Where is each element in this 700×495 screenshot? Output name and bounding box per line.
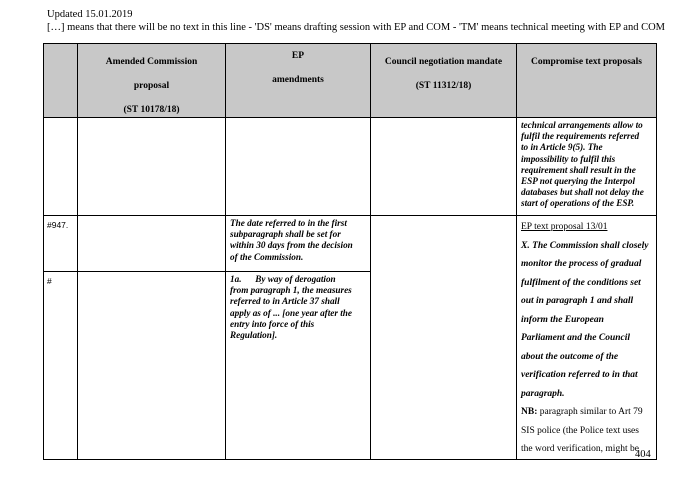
- text-line: paragraph similar to Art 79: [537, 407, 643, 417]
- text-line: fulfilment of the conditions set: [521, 277, 641, 288]
- text-line: The date referred to in the first: [230, 218, 347, 228]
- text-line: 1a. By way of derogation: [230, 274, 336, 285]
- ep-cell: [226, 216, 371, 272]
- council-cell: [371, 216, 517, 460]
- text-line: impossibility to fulfil this: [521, 153, 616, 164]
- text-line: entry into force of this: [230, 318, 315, 329]
- text-line: from paragraph 1, the measures: [230, 285, 352, 296]
- ep-amendment-text: [226, 216, 370, 263]
- row-number: #: [47, 276, 52, 287]
- commission-header-line: proposal: [133, 81, 170, 91]
- compromise-cell: [517, 216, 657, 460]
- commission-cell: [78, 272, 226, 459]
- text-line: Parliament and the Council: [521, 333, 631, 343]
- text-line: databases but shall not delay the: [521, 187, 644, 198]
- compromise-continuation: [517, 118, 656, 210]
- nb-label: NB:: [521, 407, 538, 417]
- number-cell: [44, 118, 78, 216]
- text-line: about the outcome of the: [521, 351, 619, 362]
- compromise-proposal: [517, 216, 656, 459]
- header-cell-council: [371, 44, 517, 118]
- nb-line: [521, 403, 652, 422]
- council-header-line: Council negotiation mandate: [384, 57, 503, 67]
- text-line: apply as of ... [one year after the: [230, 307, 352, 318]
- comparison-table: [43, 43, 657, 460]
- compromise-cell: [517, 118, 657, 216]
- commission-header-line: Amended Commission: [105, 57, 198, 67]
- text-line: the word verification, might be: [521, 444, 639, 454]
- council-header-line: (ST 11312/18): [415, 81, 472, 91]
- header-cell-number: [44, 44, 78, 118]
- header-cell-compromise: [517, 44, 657, 118]
- text-line: technical arrangements allow to: [521, 120, 643, 130]
- ep-header-line: amendments: [272, 75, 324, 85]
- table-row: [44, 216, 657, 272]
- text-line: within 30 days from the decision: [230, 240, 353, 251]
- commission-header-line: (ST 10178/18): [123, 105, 180, 115]
- text-line: out in paragraph 1 and shall: [521, 296, 634, 306]
- commission-cell: [78, 216, 226, 272]
- text-line: monitor the process of gradual: [521, 259, 642, 269]
- row-number-cell: [44, 216, 78, 272]
- compromise-header: Compromise text proposals: [530, 57, 642, 67]
- header-cell-commission: [78, 44, 226, 118]
- text-line: start of operations of the ESP.: [521, 198, 635, 209]
- text-line: referred to in Article 37 shall: [230, 296, 340, 307]
- ep-cell: [226, 118, 371, 216]
- table-header-row: [44, 44, 657, 118]
- text-line: SIS police (the Police text uses: [521, 425, 639, 436]
- text-line: paragraph.: [521, 388, 565, 399]
- text-line: inform the European: [521, 314, 604, 325]
- row-number-cell: [44, 272, 78, 459]
- text-line: X. The Commission shall closely: [521, 240, 649, 251]
- header-cell-ep: [226, 44, 371, 118]
- text-line: fulfil the requirements referred: [521, 131, 640, 142]
- table-row: [44, 118, 657, 216]
- council-cell: [371, 118, 517, 216]
- ep-amendment-text: [226, 272, 370, 341]
- row-number: #947.: [47, 220, 69, 230]
- proposal-heading: EP text proposal 13/01: [521, 222, 608, 232]
- ep-cell: [226, 272, 371, 459]
- commission-cell: [78, 118, 226, 216]
- page-number: 404: [635, 449, 651, 460]
- updated-date: Updated 15.01.2019: [47, 9, 133, 20]
- text-line: subparagraph shall be set for: [230, 229, 341, 240]
- text-line: ESP not querying the Interpol: [521, 176, 636, 187]
- ep-header-line: EP: [291, 51, 305, 61]
- text-line: requirement shall result in the: [521, 164, 636, 175]
- text-line: of the Commission.: [230, 251, 304, 262]
- text-line: Regulation].: [230, 330, 278, 341]
- text-line: verification referred to in that: [521, 370, 638, 380]
- legend-line: […] means that there will be no text in this line - 'DS' means drafting session with EP and COM - 'TM' means technical meeting with EP and COM: [47, 22, 666, 33]
- text-line: to in Article 9(5). The: [521, 142, 603, 153]
